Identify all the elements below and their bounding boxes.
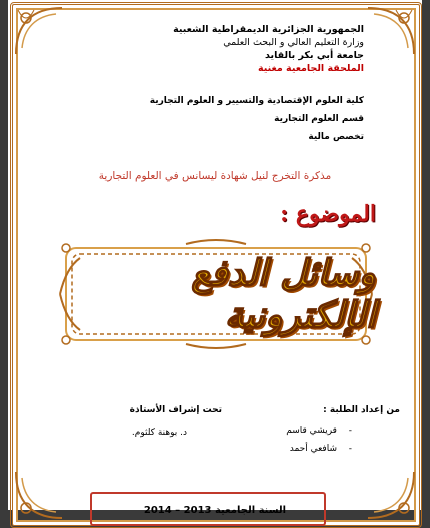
student-name: شافعي أحمد <box>289 444 337 454</box>
header-ministry: وزارة التعليم العالي و البحث العلمي <box>223 37 364 48</box>
header-department: قسم العلوم التجارية <box>274 114 364 124</box>
document-title: وسائل الدفع الإلكترونية <box>191 252 376 336</box>
header-specialty: تخصص مالية <box>308 132 364 142</box>
thesis-line: مذكرة التخرج لنيل شهادة ليسانس في العلوم التجارية <box>98 170 332 182</box>
corner-ornament-icon <box>364 4 418 58</box>
corner-ornament-icon <box>12 4 66 58</box>
supervisor-label: تحت إشراف الأستاذة <box>129 405 222 415</box>
students-label: من إعداد الطلبة : <box>323 405 400 415</box>
supervisor-name: د. بوهنة كلثوم. <box>131 428 187 438</box>
document-page <box>8 0 422 516</box>
header-faculty: كلية العلوم الإقتصادية والتسيير و العلوم التجارية <box>149 96 364 106</box>
list-bullet: - <box>348 426 352 436</box>
student-name: قريشي قاسم <box>286 426 337 436</box>
header-annex: الملحقة الجامعية مغنية <box>257 63 364 74</box>
header-university: جامعة أبي بكر بالقايد <box>265 50 364 61</box>
subject-label: الموضوع : <box>280 201 376 227</box>
academic-year: السنة الجامعية 2013 – 2014 <box>143 505 287 516</box>
list-bullet: - <box>348 444 352 454</box>
header-republic: الجمهورية الجزائرية الديمقراطية الشعبية <box>173 24 364 35</box>
